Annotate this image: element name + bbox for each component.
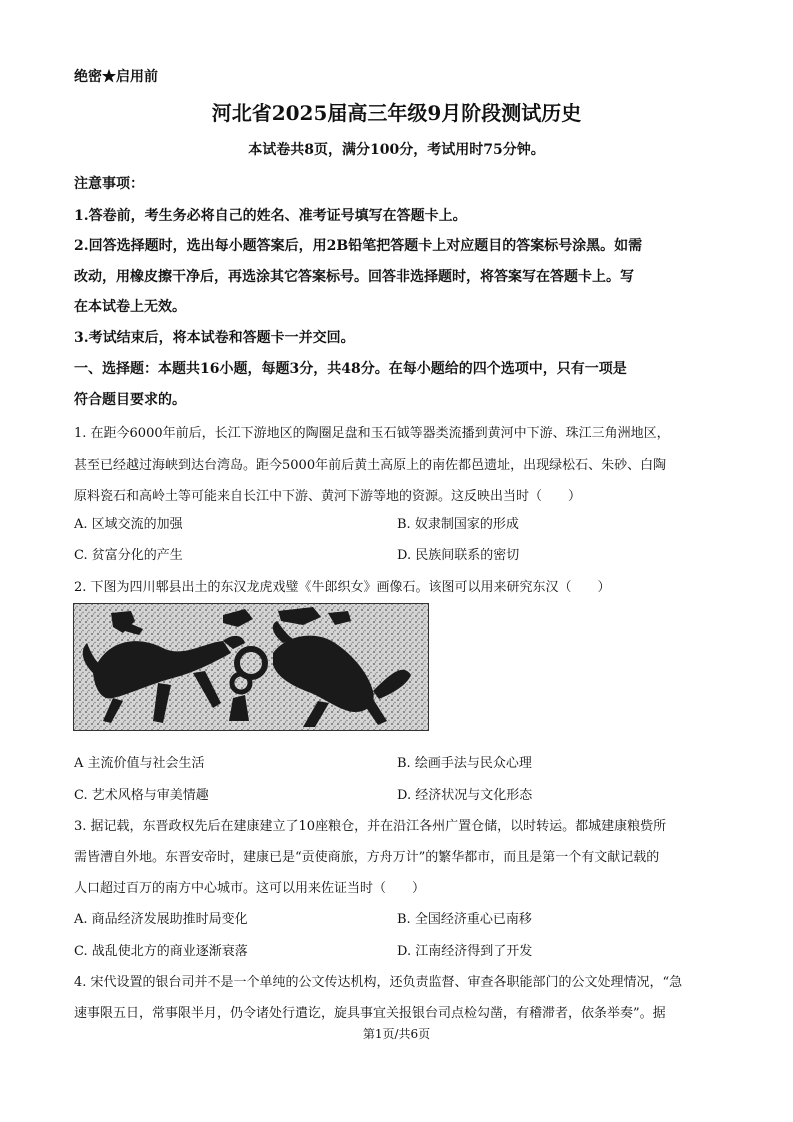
question-3-option-c: C. 战乱使北方的商业逐渐衰落: [74, 944, 248, 959]
question-1-option-b: B. 奴隶制国家的形成: [397, 517, 519, 532]
section-heading: 符合题目要求的。: [74, 392, 186, 408]
secret-mark: 绝密★启用前: [74, 69, 158, 85]
question-1-line: 甚至已经越过海峡到达台湾岛。距今5000年前后黄土高原上的南佐都邑遗址，出现绿松石、朱砂、白陶: [74, 458, 667, 473]
notes-line: 在本试卷上无效。: [74, 299, 186, 315]
notes-line: 3.考试结束后，将本试卷和答题卡一并交回。: [74, 330, 355, 346]
question-1-option-c: C. 贫富分化的产生: [74, 548, 183, 563]
notes-line: 改动，用橡皮擦干净后，再选涂其它答案标号。回答非选择题时，将答案写在答题卡上。写: [74, 269, 634, 285]
question-3-line: 3. 据记载，东晋政权先后在建康建立了10座粮仓，并在沿江各州广置仓储，以时转运。都城建康粮赀所: [74, 819, 667, 834]
question-2-option-c: C. 艺术风格与审美情趣: [74, 788, 209, 803]
question-2-option-d: D. 经济状况与文化形态: [397, 788, 533, 803]
notes-line: 2.回答选择题时，选出每小题答案后，用2B铅笔把答题卡上对应题目的答案标号涂黑。如需: [74, 238, 643, 254]
notes-line: 1.答卷前，考生务必将自己的姓名、准考证号填写在答题卡上。: [74, 208, 467, 224]
question-3-option-a: A. 商品经济发展助推时局变化: [74, 912, 248, 927]
question-1-option-a: A. 区域交流的加强: [74, 517, 183, 532]
section-heading: 一、选择题：本题共16小题，每题3分，共48分。在每小题给的四个选项中，只有一项是: [74, 361, 627, 377]
exam-subtitle: 本试卷共8页，满分100分，考试用时75分钟。: [248, 142, 545, 158]
question-3-line: 需皆漕自外地。东晋安帝时，建康已是“贡使商旅，方舟万计”的繁华都市，而且是第一个有文献记载的: [74, 850, 660, 865]
question-2-option-b: B. 绘画手法与民众心理: [397, 756, 532, 771]
question-2-option-a: A 主流价值与社会生活: [74, 756, 205, 771]
question-1-line: 1. 在距今6000年前后，长江下游地区的陶圈足盘和玉石钺等器类流播到黄河中下游、珠江三角洲地区，: [74, 426, 670, 441]
question-1-line: 原料瓷石和高岭土等可能来自长江中下游、黄河下游等地的资源。这反映出当时（ ）: [74, 489, 582, 504]
question-3-option-b: B. 全国经济重心已南移: [397, 912, 532, 927]
question-2-line: 2. 下图为四川郫县出土的东汉龙虎戏璧《牛郎织女》画像石。该图可以用来研究东汉（ ）: [74, 580, 611, 595]
question-3-line: 人口超过百万的南方中心城市。这可以用来佐证当时（ ）: [74, 881, 426, 896]
question-4-line: 4. 宋代设置的银台司并不是一个单纯的公文传达机构，还负责监督、审查各职能部门的公文处理情况，“急: [74, 975, 683, 990]
notes-heading: 注意事项：: [74, 176, 144, 192]
question-4-line: 速事限五日，常事限半月，仍令诸处行遣讫，旋具事宜关报银台司点检勾凿，有稽滞者，依条举奏”。据: [74, 1006, 666, 1021]
stone-relief-image: [73, 603, 429, 731]
page-number: 第1页/共6页: [362, 1027, 431, 1041]
question-1-option-d: D. 民族间联系的密切: [397, 548, 520, 563]
page-title: 河北省2025届高三年级9月阶段测试历史: [211, 101, 582, 125]
question-3-option-d: D. 江南经济得到了开发: [397, 944, 533, 959]
